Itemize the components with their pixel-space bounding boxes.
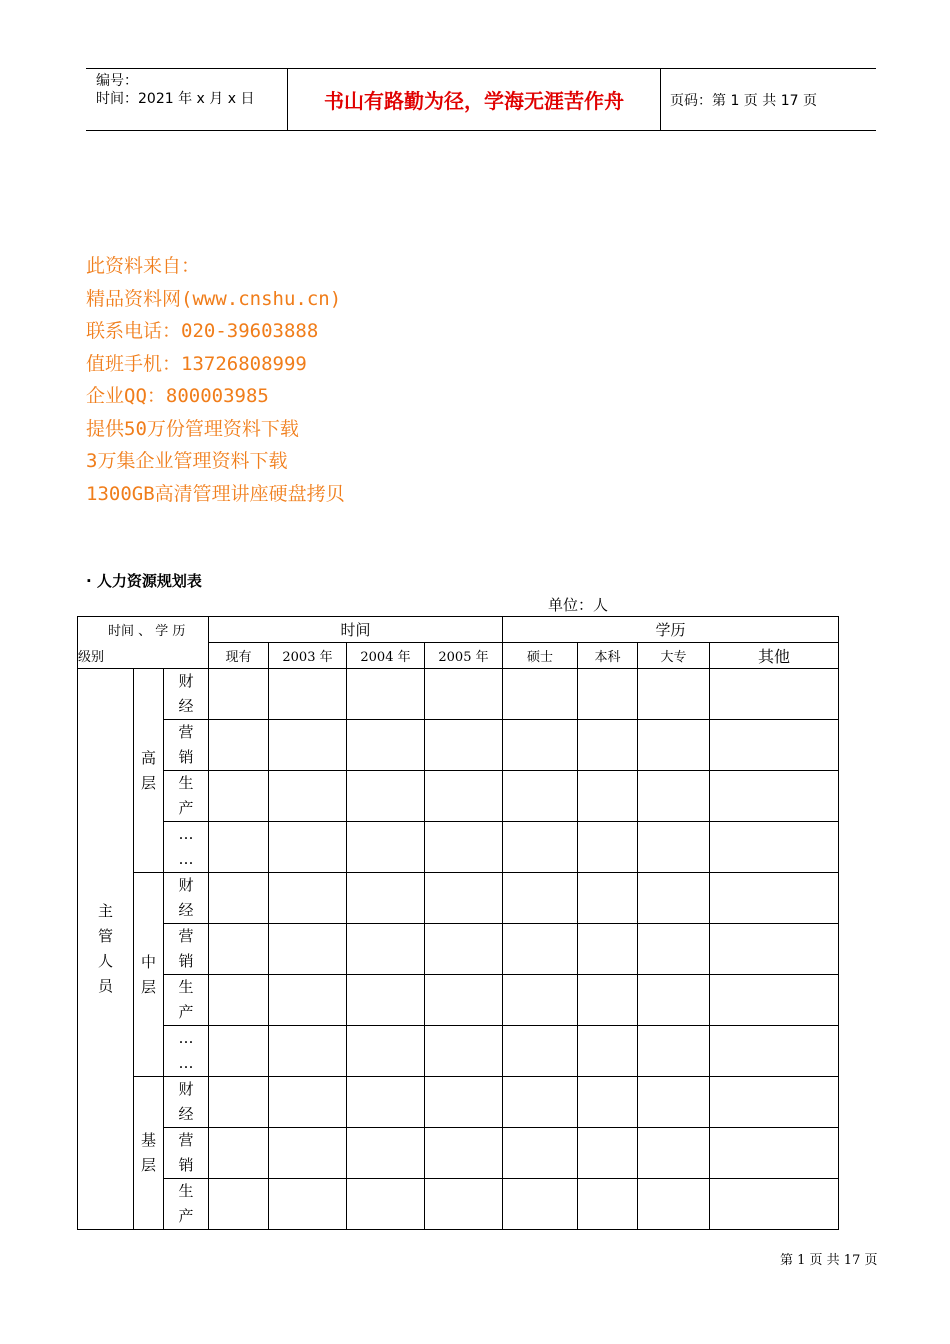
data-cell[interactable] xyxy=(503,822,578,873)
data-cell[interactable] xyxy=(347,720,425,771)
info-line: 3万集企业管理资料下载 xyxy=(86,450,288,472)
data-cell[interactable] xyxy=(269,771,347,822)
data-cell[interactable] xyxy=(269,669,347,720)
data-cell[interactable] xyxy=(269,1179,347,1230)
data-cell[interactable] xyxy=(638,822,710,873)
data-cell[interactable] xyxy=(209,975,269,1026)
col-header-other: 其他 xyxy=(710,643,839,669)
data-cell[interactable] xyxy=(269,822,347,873)
table-row xyxy=(78,975,839,1026)
data-cell[interactable] xyxy=(347,924,425,975)
data-cell[interactable] xyxy=(209,873,269,924)
data-cell[interactable] xyxy=(638,1128,710,1179)
data-cell[interactable] xyxy=(578,720,638,771)
col-header-2005: 2005 年 xyxy=(425,643,503,669)
data-cell[interactable] xyxy=(425,1128,503,1179)
data-cell[interactable] xyxy=(638,975,710,1026)
data-cell[interactable] xyxy=(710,669,839,720)
table-row xyxy=(78,720,839,771)
table-row xyxy=(78,822,839,873)
data-cell[interactable] xyxy=(425,1179,503,1230)
col-header-master: 硕士 xyxy=(503,643,578,669)
data-cell[interactable] xyxy=(578,873,638,924)
time-group-header: 时间 xyxy=(209,617,503,643)
data-cell[interactable] xyxy=(710,771,839,822)
data-cell[interactable] xyxy=(578,1179,638,1230)
data-cell[interactable] xyxy=(269,975,347,1026)
data-cell[interactable] xyxy=(638,924,710,975)
table-row xyxy=(78,669,839,720)
col-header-bachelor: 本科 xyxy=(578,643,638,669)
data-cell[interactable] xyxy=(578,771,638,822)
level-cell: 高 层 xyxy=(134,669,164,873)
table-row xyxy=(78,873,839,924)
info-line: 精品资料网(www.cnshu.cn) xyxy=(86,287,342,310)
page-header xyxy=(86,68,876,131)
data-cell[interactable] xyxy=(503,975,578,1026)
data-cell[interactable] xyxy=(578,822,638,873)
data-cell[interactable] xyxy=(209,771,269,822)
data-cell[interactable] xyxy=(425,873,503,924)
education-group-header: 学历 xyxy=(503,617,839,643)
department-cell: 财 经 xyxy=(164,1077,209,1128)
data-cell[interactable] xyxy=(503,771,578,822)
data-cell[interactable] xyxy=(425,1077,503,1128)
data-cell[interactable] xyxy=(503,924,578,975)
data-cell[interactable] xyxy=(638,873,710,924)
data-cell[interactable] xyxy=(209,822,269,873)
data-cell[interactable] xyxy=(209,1077,269,1128)
corner-header-bottom: 级别 xyxy=(78,643,209,669)
data-cell[interactable] xyxy=(710,720,839,771)
data-cell[interactable] xyxy=(638,720,710,771)
data-cell[interactable] xyxy=(347,669,425,720)
data-cell[interactable] xyxy=(638,1077,710,1128)
data-cell[interactable] xyxy=(503,873,578,924)
data-cell[interactable] xyxy=(347,1179,425,1230)
source-info-block xyxy=(86,250,345,510)
data-cell[interactable] xyxy=(347,822,425,873)
data-cell[interactable] xyxy=(578,975,638,1026)
data-cell[interactable] xyxy=(425,771,503,822)
level-cell: 中 层 xyxy=(134,873,164,1077)
data-cell[interactable] xyxy=(710,822,839,873)
data-cell[interactable] xyxy=(269,1026,347,1077)
data-cell[interactable] xyxy=(710,873,839,924)
data-cell[interactable] xyxy=(209,720,269,771)
data-cell[interactable] xyxy=(710,1179,839,1230)
data-cell[interactable] xyxy=(347,1128,425,1179)
data-cell[interactable] xyxy=(503,669,578,720)
unit-label: 单位：人 xyxy=(548,596,609,614)
department-cell: 财 经 xyxy=(164,873,209,924)
data-cell[interactable] xyxy=(269,873,347,924)
col-header-current: 现有 xyxy=(209,643,269,669)
table-row xyxy=(78,1026,839,1077)
data-cell[interactable] xyxy=(638,1179,710,1230)
data-cell[interactable] xyxy=(710,1128,839,1179)
department-cell: … … xyxy=(164,822,209,873)
data-cell[interactable] xyxy=(710,1077,839,1128)
department-cell: 生 产 xyxy=(164,771,209,822)
data-cell[interactable] xyxy=(209,1128,269,1179)
data-cell[interactable] xyxy=(269,720,347,771)
info-line: 提供50万份管理资料下载 xyxy=(86,417,299,440)
table-row xyxy=(78,771,839,822)
table-row xyxy=(78,1128,839,1179)
data-cell[interactable] xyxy=(578,1026,638,1077)
table-row xyxy=(78,1077,839,1128)
table-row xyxy=(78,1179,839,1230)
data-cell[interactable] xyxy=(578,924,638,975)
header-divider xyxy=(660,69,661,130)
page-footer: 第 1 页 共 17 页 xyxy=(780,1253,878,1268)
corner-header-top: 时间 、 学 历 xyxy=(78,617,209,643)
header-meta xyxy=(96,72,254,108)
info-line: 此资料来自： xyxy=(86,255,201,277)
data-cell[interactable] xyxy=(638,771,710,822)
department-cell: 营 销 xyxy=(164,720,209,771)
data-cell[interactable] xyxy=(638,1026,710,1077)
data-cell[interactable] xyxy=(347,873,425,924)
department-cell: 营 销 xyxy=(164,1128,209,1179)
data-cell[interactable] xyxy=(347,1077,425,1128)
data-cell[interactable] xyxy=(209,1026,269,1077)
data-cell[interactable] xyxy=(425,924,503,975)
data-cell[interactable] xyxy=(209,1179,269,1230)
hr-planning-table xyxy=(77,616,839,1230)
data-cell[interactable] xyxy=(710,975,839,1026)
data-cell[interactable] xyxy=(347,1026,425,1077)
info-line: 联系电话：020-39603888 xyxy=(86,320,319,342)
data-cell[interactable] xyxy=(710,924,839,975)
col-header-2003: 2003 年 xyxy=(269,643,347,669)
info-line: 1300GB高清管理讲座硬盘拷贝 xyxy=(86,482,345,505)
data-cell[interactable] xyxy=(209,669,269,720)
info-line: 企业QQ：800003985 xyxy=(86,385,269,407)
header-page-label: 页码：第 1 页 共 17 页 xyxy=(670,93,817,109)
data-cell[interactable] xyxy=(503,720,578,771)
data-cell[interactable] xyxy=(503,1026,578,1077)
data-cell[interactable] xyxy=(347,771,425,822)
header-motto: 书山有路勤为径，学海无涯苦作舟 xyxy=(324,89,624,113)
department-cell: 财 经 xyxy=(164,669,209,720)
data-cell[interactable] xyxy=(269,924,347,975)
col-header-2004: 2004 年 xyxy=(347,643,425,669)
level-cell: 基 层 xyxy=(134,1077,164,1230)
data-cell[interactable] xyxy=(425,975,503,1026)
data-cell[interactable] xyxy=(503,1179,578,1230)
data-cell[interactable] xyxy=(503,1128,578,1179)
data-cell[interactable] xyxy=(578,1128,638,1179)
data-cell[interactable] xyxy=(425,822,503,873)
department-cell: 营 销 xyxy=(164,924,209,975)
department-cell: … … xyxy=(164,1026,209,1077)
date-label: 时间：2021 年 x 月 x 日 xyxy=(96,91,255,107)
data-cell[interactable] xyxy=(425,669,503,720)
col-header-college: 大专 xyxy=(638,643,710,669)
data-cell[interactable] xyxy=(269,1077,347,1128)
data-cell[interactable] xyxy=(503,1077,578,1128)
section-title: · 人力资源规划表 xyxy=(86,572,202,590)
department-cell: 生 产 xyxy=(164,1179,209,1230)
data-cell[interactable] xyxy=(425,720,503,771)
data-cell[interactable] xyxy=(578,1077,638,1128)
data-cell[interactable] xyxy=(710,1026,839,1077)
table-row xyxy=(78,924,839,975)
data-cell[interactable] xyxy=(209,924,269,975)
number-label: 编号： xyxy=(96,73,138,89)
data-cell[interactable] xyxy=(578,669,638,720)
data-cell[interactable] xyxy=(269,1128,347,1179)
data-cell[interactable] xyxy=(425,1026,503,1077)
data-cell[interactable] xyxy=(347,975,425,1026)
info-line: 值班手机：13726808999 xyxy=(86,352,307,375)
data-cell[interactable] xyxy=(638,669,710,720)
department-cell: 生 产 xyxy=(164,975,209,1026)
category-cell: 主 管 人 员 xyxy=(78,669,134,1230)
